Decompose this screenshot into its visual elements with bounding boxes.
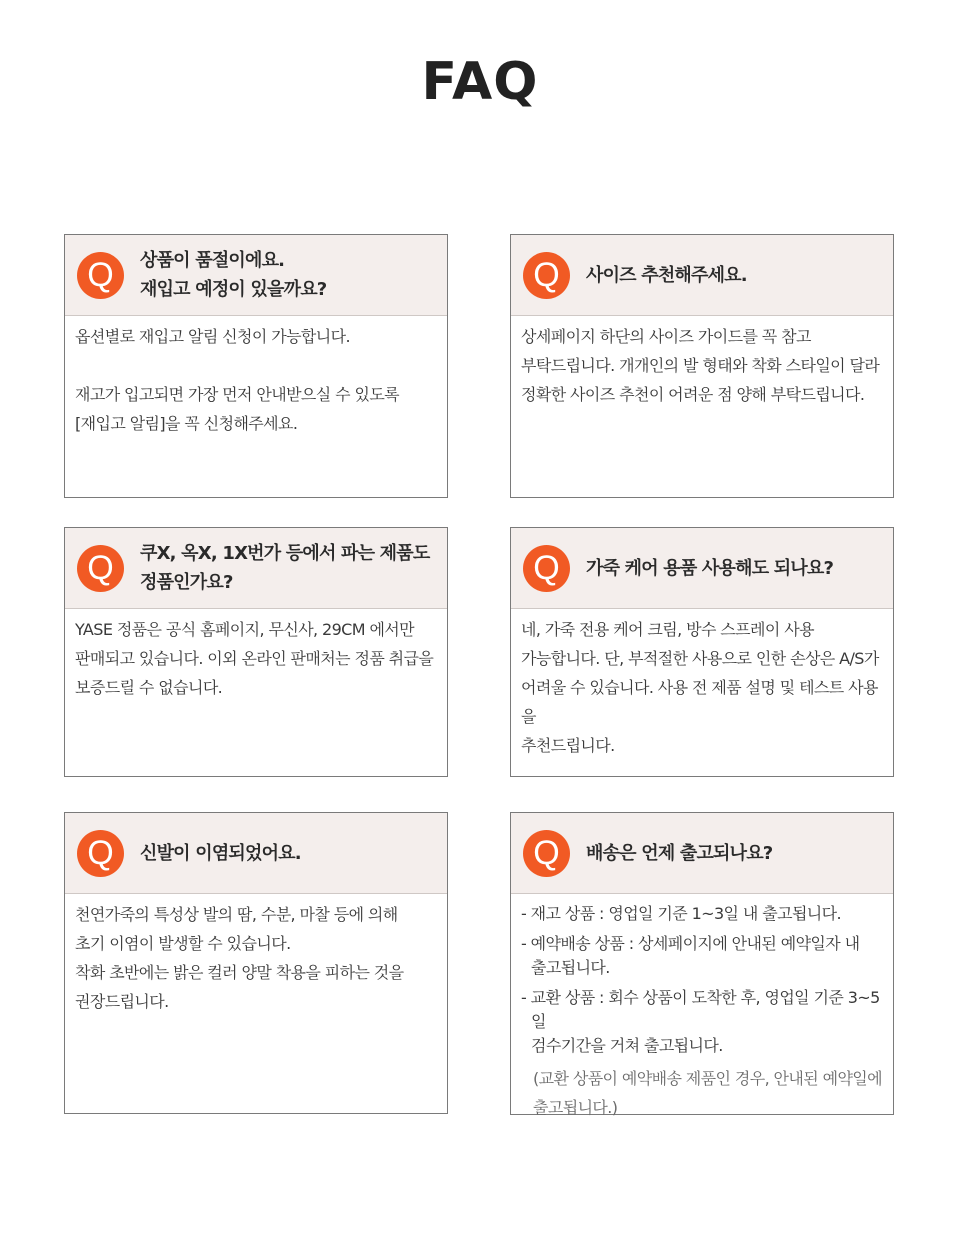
- q-icon: Q: [523, 545, 570, 592]
- q-icon: Q: [523, 252, 570, 299]
- faq-question: 상품이 품절이에요. 재입고 예정이 있을까요?: [140, 250, 327, 300]
- faq-answer: [65, 316, 447, 438]
- faq-question-header[interactable]: [65, 813, 447, 894]
- faq-question-header[interactable]: [511, 235, 893, 316]
- faq-card: [510, 812, 894, 1115]
- faq-answer: [511, 609, 893, 760]
- q-icon: Q: [77, 252, 124, 299]
- faq-answer: [65, 609, 447, 702]
- page-title: FAQ: [421, 52, 539, 112]
- answer-text: 상세페이지 하단의 사이즈 가이드를 꼭 참고 부탁드립니다. 개개인의 발 형태와 착화 스타일이 달라 정확한 사이즈 추천이 어려운 점 양해 부탁드립니다.: [521, 327, 880, 404]
- faq-card: [510, 234, 894, 498]
- faq-question: 가죽 케어 용품 사용해도 되나요?: [586, 557, 834, 579]
- q-icon: Q: [77, 545, 124, 592]
- faq-answer: [511, 316, 893, 409]
- q-icon: Q: [77, 830, 124, 877]
- faq-card: [64, 812, 448, 1114]
- faq-answer: [511, 894, 893, 1122]
- answer-bullet: - 교환 상품 : 회수 상품이 도착한 후, 영업일 기준 3~5일 검수기간을 거쳐 출고됩니다.: [521, 988, 880, 1055]
- faq-question-header[interactable]: [65, 528, 447, 609]
- q-icon: Q: [523, 830, 570, 877]
- faq-question: 쿠X, 옥X, 1X번가 등에서 파는 제품도 정품인가요?: [140, 543, 430, 593]
- faq-question-header[interactable]: [65, 235, 447, 316]
- answer-text: YASE 정품은 공식 홈페이지, 무신사, 29CM 에서만 판매되고 있습니다. 이외 온라인 판매처는 정품 취급을 보증드릴 수 없습니다.: [75, 620, 434, 697]
- answer-bullet: - 재고 상품 : 영업일 기준 1~3일 내 출고됩니다.: [521, 904, 841, 923]
- faq-question: 배송은 언제 출고되나요?: [586, 842, 773, 864]
- answer-text: 옵션별로 재입고 알림 신청이 가능합니다.: [75, 327, 350, 346]
- answer-bullet: - 예약배송 상품 : 상세페이지에 안내된 예약일자 내 출고됩니다.: [521, 934, 860, 977]
- faq-question: 사이즈 추천해주세요.: [586, 264, 747, 286]
- answer-text: 천연가죽의 특성상 발의 땀, 수분, 마찰 등에 의해 초기 이염이 발생할 수 있습니다. 착화 초반에는 밝은 컬러 양말 착용을 피하는 것을 권장드립니다.: [75, 905, 404, 1011]
- faq-card: [64, 234, 448, 498]
- faq-question: 신발이 이염되었어요.: [140, 842, 301, 864]
- answer-text: 재고가 입고되면 가장 먼저 안내받으실 수 있도록 [재입고 알림]을 꼭 신청해주세요.: [75, 385, 400, 433]
- answer-note: (교환 상품이 예약배송 제품인 경우, 안내된 예약일에 출고됩니다.): [533, 1069, 883, 1117]
- faq-question-header[interactable]: [511, 528, 893, 609]
- answer-text: 네, 가죽 전용 케어 크림, 방수 스프레이 사용 가능합니다. 단, 부적절한 사용으로 인한 손상은 A/S가 어려울 수 있습니다. 사용 전 제품 설명 및 테스트 사용을 추천드립니다.: [521, 620, 879, 755]
- faq-card: [510, 527, 894, 777]
- faq-card: [64, 527, 448, 777]
- faq-question-header[interactable]: [511, 813, 893, 894]
- faq-answer: [65, 894, 447, 1016]
